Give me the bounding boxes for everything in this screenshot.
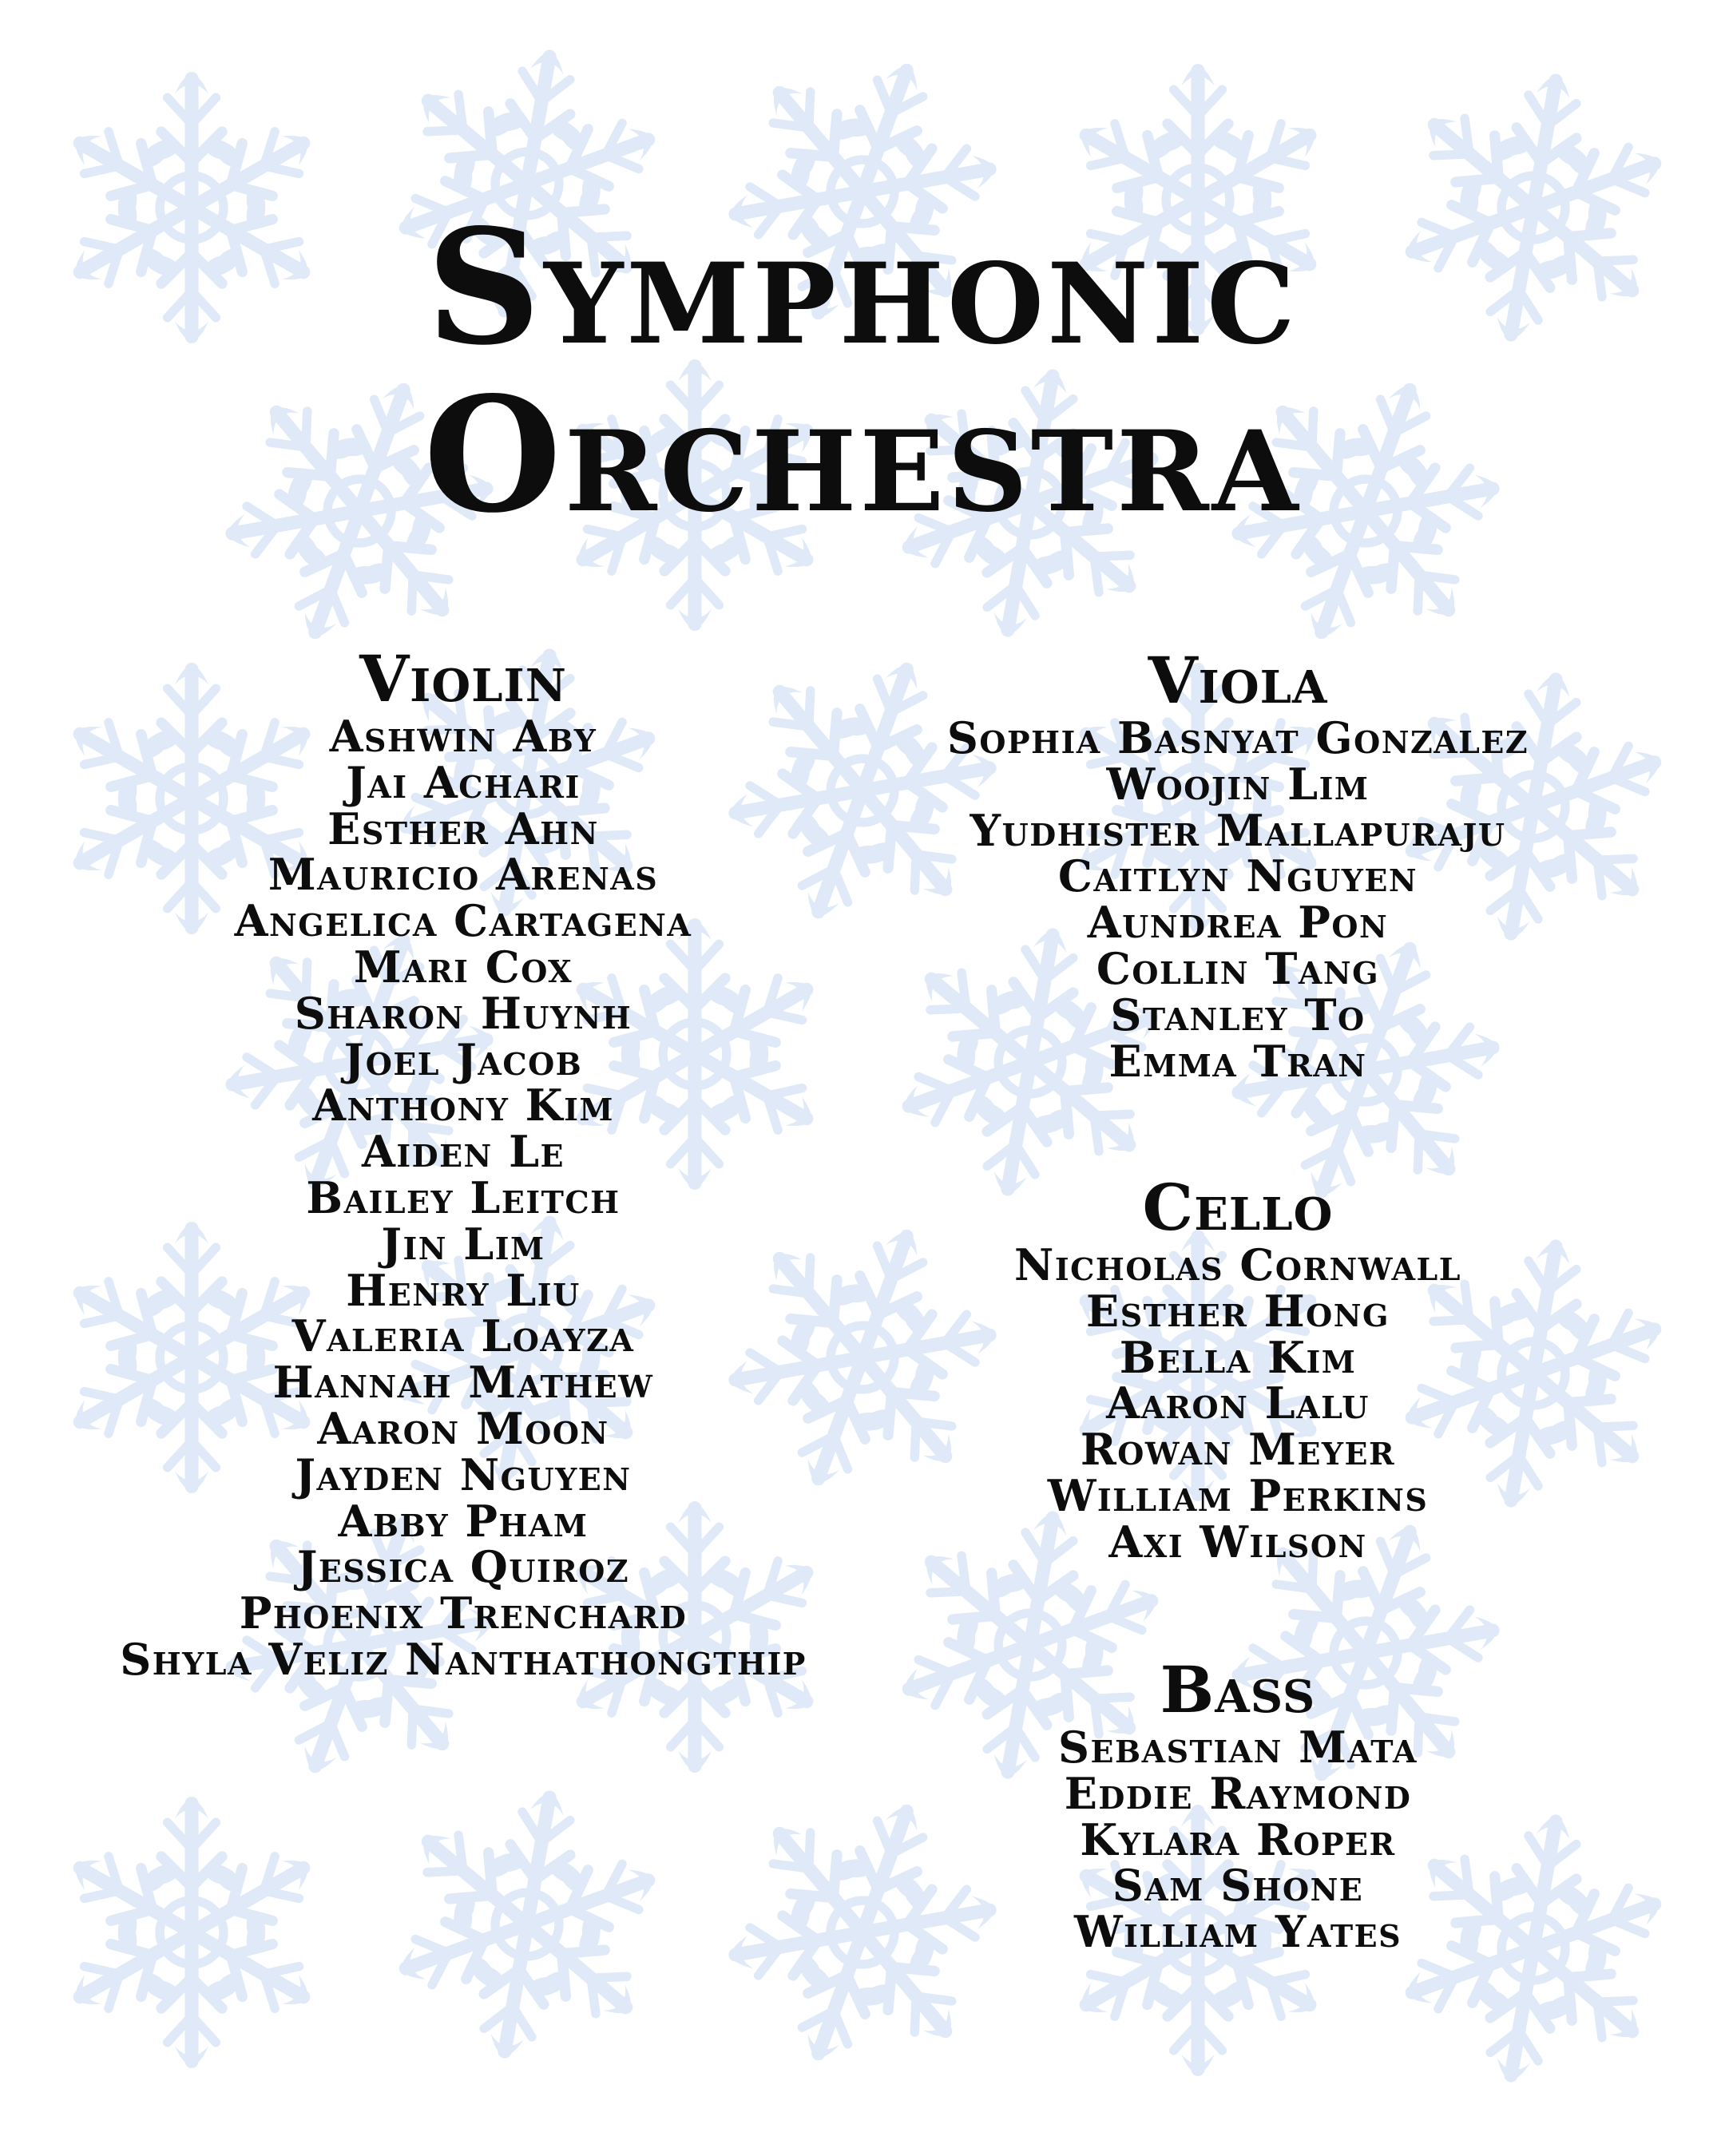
member-name: William Yates — [1073, 1906, 1402, 1958]
member-name: Stanley To — [1110, 989, 1366, 1040]
violin-section — [64, 641, 862, 1685]
member-name: Sophia Basnyat Gonzalez — [946, 712, 1529, 763]
member-name: Sebastian Mata — [1058, 1722, 1418, 1773]
member-list — [64, 711, 862, 1685]
section-heading-cello: Cello — [1142, 1170, 1334, 1245]
member-name: Axi Wilson — [1108, 1516, 1367, 1567]
member-name: Joel Jacob — [343, 1033, 583, 1085]
member-name: Aundrea Pon — [1087, 897, 1389, 949]
title-line-2: Orchestra — [423, 362, 1302, 548]
member-name: Bailey Leitch — [306, 1171, 621, 1223]
member-name: Bella Kim — [1119, 1331, 1357, 1383]
member-name: Kylara Roper — [1080, 1813, 1396, 1865]
member-name: Abby Pham — [338, 1495, 589, 1547]
member-name: Nicholas Cornwall — [1014, 1239, 1461, 1290]
member-name: Aaron Lalu — [1106, 1377, 1370, 1429]
member-name: Eddie Raymond — [1064, 1767, 1412, 1819]
title-line-1: Symphonic — [426, 194, 1299, 380]
member-name: Hannah Mathew — [272, 1357, 654, 1409]
member-list — [839, 1239, 1637, 1567]
bass-section — [839, 1652, 1637, 1958]
section-heading-viola: Viola — [1148, 643, 1328, 718]
member-name: Aiden Le — [361, 1126, 565, 1178]
member-name: Esther Hong — [1086, 1285, 1390, 1337]
member-name: Jin Lim — [381, 1218, 545, 1270]
cello-section — [839, 1172, 1637, 1566]
member-name: Henry Liu — [346, 1264, 581, 1316]
member-name: Sam Shone — [1112, 1860, 1364, 1912]
member-name: Emma Tran — [1108, 1035, 1367, 1087]
member-name: Caitlyn Nguyen — [1057, 850, 1418, 902]
member-name: Angelica Cartagena — [234, 895, 692, 947]
member-name: Yudhister Mallapuraju — [970, 804, 1506, 856]
member-name: William Perkins — [1047, 1469, 1429, 1521]
section-heading-violin: Violin — [359, 641, 567, 716]
member-name: Collin Tang — [1096, 942, 1380, 994]
member-name: Jai Achari — [346, 756, 581, 808]
member-name: Mari Cox — [353, 941, 573, 993]
member-name: Mauricio Arenas — [268, 849, 659, 901]
member-name: Rowan Meyer — [1080, 1424, 1396, 1476]
member-name: Ashwin Aby — [329, 711, 597, 762]
member-name: Jessica Quiroz — [296, 1541, 630, 1593]
member-name: Shyla Veliz Nanthathongthip — [120, 1633, 807, 1685]
viola-section — [839, 643, 1637, 1087]
member-name: Anthony Kim — [312, 1080, 614, 1132]
member-list — [839, 1722, 1637, 1958]
member-list — [839, 712, 1637, 1087]
member-name: Aaron Moon — [317, 1402, 609, 1454]
member-name: Jayden Nguyen — [295, 1449, 632, 1500]
section-heading-bass: Bass — [1160, 1652, 1316, 1727]
member-name: Esther Ahn — [327, 803, 599, 854]
member-name: Sharon Huynh — [294, 987, 632, 1039]
page-title — [0, 194, 1725, 548]
member-name: Woojin Lim — [1106, 758, 1370, 810]
member-name: Valeria Loayza — [291, 1310, 635, 1362]
member-name: Phoenix Trenchard — [239, 1587, 688, 1639]
